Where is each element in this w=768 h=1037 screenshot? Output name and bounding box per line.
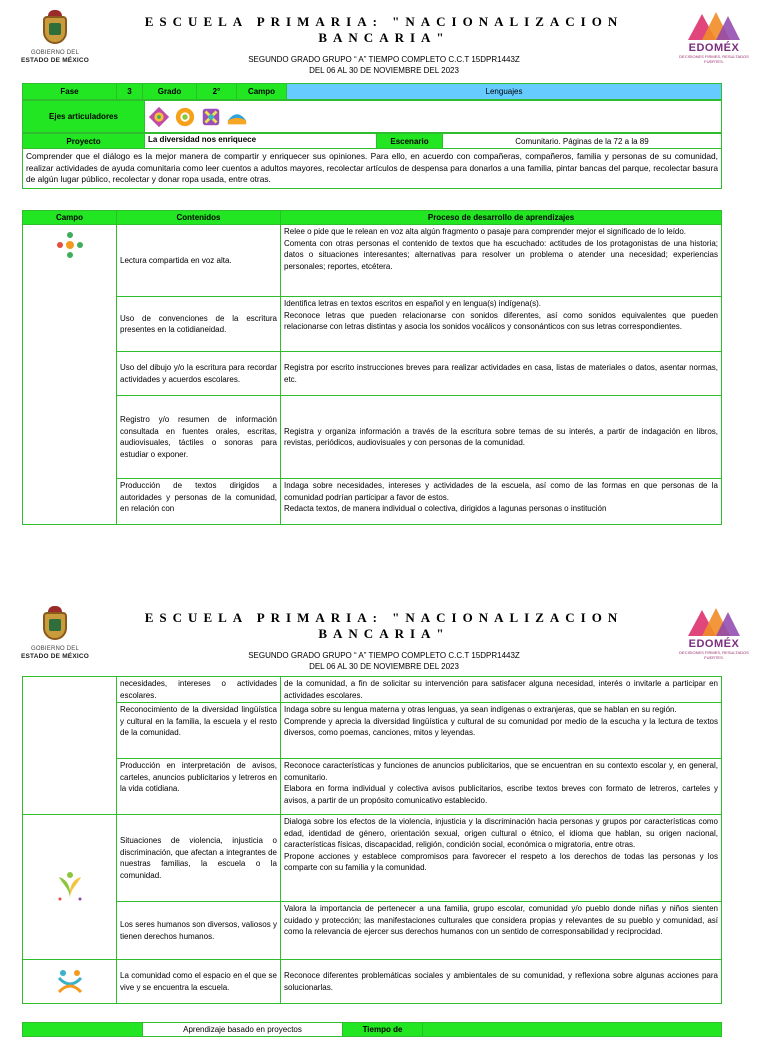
proceso-p2-3: Reconoce características y funciones de anuncios publicitarios, que se encuentran en su contexto escolar y, en general, comunitario. Elabora en forma individual y colectiva avisos publicitarios, escribe textos breves con formato de letreros, carteles y avisos, a partir de un propósito comunicativo establecido. bbox=[281, 759, 722, 815]
contenido-4: Registro y/o resumen de información consultada en fuentes orales, escritas, audiovisuales, táctiles o sonoras para estudiar o exponer. bbox=[117, 396, 281, 479]
contenido-5: Producción de textos dirigidos a autoridades y personas de la comunidad, en relación con bbox=[117, 479, 281, 525]
gobierno-logo-p2 bbox=[10, 606, 100, 661]
proceso-2: Identifica letras en textos escritos en español y en lengua(s) indígena(s). Reconoce letras que pueden relacionarse con sonidos diferentes, así como sonidos equivalentes que pueden relacionarse con letras distintas y asocia los sonidos vocálicos y consonánticos con sus letras correspondientes. bbox=[281, 297, 722, 352]
coat-of-arms-icon bbox=[38, 606, 72, 646]
campo-cell-p2b bbox=[23, 815, 117, 960]
contenido-p2-6: La comunidad como el espacio en el que se vive y se encuentra la escuela. bbox=[117, 960, 281, 1004]
gov-line1: GOBIERNO DEL bbox=[30, 50, 80, 56]
col-proceso: Proceso de desarrollo de aprendizajes bbox=[281, 211, 722, 225]
fase-value: 3 bbox=[117, 84, 143, 100]
edomex-logo-p2 bbox=[674, 606, 754, 660]
contenido-p2-4: Situaciones de violencia, injusticia o discriminación, que afectan a integrantes de nuestras familias, la escuela o la comunidad. bbox=[117, 815, 281, 902]
contenido-1: Lectura compartida en voz alta. bbox=[117, 225, 281, 297]
contenidos-table-p2 bbox=[22, 676, 722, 1004]
proyecto-label: Proyecto bbox=[23, 134, 145, 149]
grade-group-line: SEGUNDO GRADO GRUPO “ A” TIEMPO COMPLETO C.C.T 15DPR1443Z bbox=[248, 55, 520, 64]
proceso-1: Relee o pide que le relean en voz alta algún fragmento o pasaje para comprender mejor el significado de lo leído. Comenta con otras personas el contenido de textos que ha escuchado: actitudes de los protagonistas de una historia; datos o situaciones interesantes; alternativas para resolver un problema o atender una necesidad; experiencias personales; reportes, etcétera. bbox=[281, 225, 722, 297]
contenido-2: Uso de convenciones de la escritura presentes en la cotidianeidad. bbox=[117, 297, 281, 352]
page-2 bbox=[0, 596, 768, 1034]
edomex-logo bbox=[674, 10, 754, 64]
contenidos-table-p1 bbox=[22, 210, 722, 525]
contenido-p2-5: Los seres humanos son diversos, valiosos y tienen derechos humanos. bbox=[117, 902, 281, 960]
contenido-p2-3: Producción en interpretación de avisos, carteles, anuncios publicitarios y letreros en la vida cotidiana. bbox=[117, 759, 281, 815]
critical-thinking-icon bbox=[174, 106, 196, 128]
contenido-p2-1: necesidades, intereses o actividades escolares. bbox=[117, 677, 281, 703]
proceso-p2-6: Reconoce diferentes problemáticas sociales y ambientales de su comunidad, y reflexiona sobre algunas acciones para solucionarlas. bbox=[281, 960, 722, 1004]
edomex-word: EDOMÉX bbox=[688, 42, 740, 54]
proyecto-value: La diversidad nos enriquece bbox=[145, 134, 377, 149]
edomex-word-p2: EDOMÉX bbox=[688, 638, 740, 650]
proceso-4: Registra y organiza información a través de la escritura sobre temas de su interés, a partir de indagación en libros, revistas, periódicos, audiovisuales y con personas de la comunidad. bbox=[281, 396, 722, 479]
proceso-5: Indaga sobre necesidades, intereses y actividades de la escuela, así como de las formas en que personas de la comunidad podrían participar a favor de estos. Redacta textos, de manera individual o colectiva, dirigidos a lagunas personas o institución bbox=[281, 479, 722, 525]
contenido-3: Uso del dibujo y/o la escritura para recordar actividades y acuerdos escolares. bbox=[117, 352, 281, 396]
campo-cell bbox=[23, 225, 117, 525]
tiempo-label: Tiempo de bbox=[343, 1023, 423, 1037]
proceso-p2-1: de la comunidad, a fin de solicitar su intervención para satisfacer alguna necesidad, interés o invitarle a participar en actividades escolares. bbox=[281, 677, 722, 703]
grado-value: 2° bbox=[197, 84, 237, 100]
contenido-p2-2: Reconocimiento de la diversidad lingüística y cultural en la familia, la escuela y el resto de la comunidad. bbox=[117, 703, 281, 759]
col-campo: Campo bbox=[23, 211, 117, 225]
fase-label: Fase bbox=[23, 84, 117, 100]
campo-label: Campo bbox=[237, 84, 287, 100]
etica-naturaleza-icon bbox=[55, 869, 85, 903]
edomex-slogan-p2: DECISIONES FIRMES, RESULTADOS FUERTES. bbox=[679, 650, 749, 660]
edomex-shape-icon bbox=[684, 10, 744, 42]
gov-line2: ESTADO DE MÉXICO bbox=[20, 57, 90, 64]
proceso-3: Registra por escrito instrucciones breves para realizar actividades en casa, listas de materiales o datos, asentar normas, etc. bbox=[281, 352, 722, 396]
gov-line2-p2: ESTADO DE MÉXICO bbox=[20, 653, 90, 660]
ejes-icons bbox=[145, 101, 722, 133]
humano-comunitario-icon bbox=[55, 966, 85, 996]
page-gap bbox=[0, 560, 768, 596]
grado-label: Grado bbox=[143, 84, 197, 100]
col-contenidos: Contenidos bbox=[117, 211, 281, 225]
campo-cell-p2c bbox=[23, 960, 117, 1004]
footer-table-p2 bbox=[22, 1022, 722, 1037]
date-range-line-p2: DEL 06 AL 30 DE NOVIEMBRE DEL 2023 bbox=[309, 662, 459, 671]
escenario-value: Comunitario. Páginas de la 72 a la 89 bbox=[443, 134, 722, 149]
grade-group-line-p2: SEGUNDO GRADO GRUPO “ A” TIEMPO COMPLETO C.C.T 15DPR1443Z bbox=[248, 651, 520, 660]
interculturality-icon bbox=[200, 106, 222, 128]
school-title: ESCUELA PRIMARIA: "NACIONALIZACION BANCARIA" bbox=[144, 14, 624, 45]
project-description: Comprender que el diálogo es la mejor manera de compartir y enriquecer sus opiniones. Para ello, en acuerdo con compañeras, compañeros, familia y personas de su comunidad, realizar actividades de ayuda comunitaria como leer cuentos a adultos mayores, recolectar artículos de despensa para donarlos a una familia, pintar bancas del parque, recolectar basura de algún lugar público, recolectar y donar ropa usada, entre otras. bbox=[23, 149, 722, 189]
ejes-label: Ejes articuladores bbox=[23, 101, 145, 133]
campo-cell-p2a bbox=[23, 677, 117, 815]
ejes-table bbox=[22, 100, 722, 133]
proceso-p2-5: Valora la importancia de pertenecer a una familia, grupo escolar, comunidad y/o pueblo donde niñas y niños sienten cuidado y protección; las manifestaciones culturales que considera propias y relevantes de su pueblo y comunidad, así como la relevancia de ejercer sus derechos humanos con un sentido de corresponsabilidad y reciprocidad. bbox=[281, 902, 722, 960]
edomex-slogan: DECISIONES FIRMES, RESULTADOS FUERTES. bbox=[679, 54, 749, 64]
inclusion-icon bbox=[148, 106, 170, 128]
proceso-p2-2: Indaga sobre su lengua materna y otras lenguas, ya sean indígenas o extranjeras, que se hablan en su región. Comprende y aprecia la diversidad lingüística y cultural de su comunidad por medio de la escucha y la lectura de textos diversos, como poemas, canciones, mitos y leyendas. bbox=[281, 703, 722, 759]
escenario-label: Escenario bbox=[377, 134, 443, 149]
lenguajes-icon bbox=[55, 230, 85, 260]
info-table bbox=[22, 83, 722, 100]
reading-icon bbox=[226, 106, 248, 128]
metodologia-label: Aprendizaje basado en proyectos bbox=[143, 1023, 343, 1037]
proceso-p2-4: Dialoga sobre los efectos de la violencia, injusticia y la discriminación hacia personas y grupos por características como edad, identidad de género, orientación sexual, origen cultural o étnico, el idioma que hablan, su origen nacional, características físicas, discapacidad, religión, condición social, económica o migratoria, entre otras. Propone acciones y establece compromisos para favorecer el respeto a los derechos de todas las personas y los comparte con su familia y la comunidad. bbox=[281, 815, 722, 902]
school-title-p2: ESCUELA PRIMARIA: "NACIONALIZACION BANCARIA" bbox=[144, 610, 624, 641]
coat-of-arms-icon bbox=[38, 10, 72, 50]
proyecto-table bbox=[22, 133, 722, 189]
date-range-line: DEL 06 AL 30 DE NOVIEMBRE DEL 2023 bbox=[309, 66, 459, 75]
edomex-shape-icon bbox=[684, 606, 744, 638]
gobierno-logo bbox=[10, 10, 100, 65]
campo-value: Lenguajes bbox=[287, 84, 722, 100]
gov-line1-p2: GOBIERNO DEL bbox=[30, 646, 80, 652]
